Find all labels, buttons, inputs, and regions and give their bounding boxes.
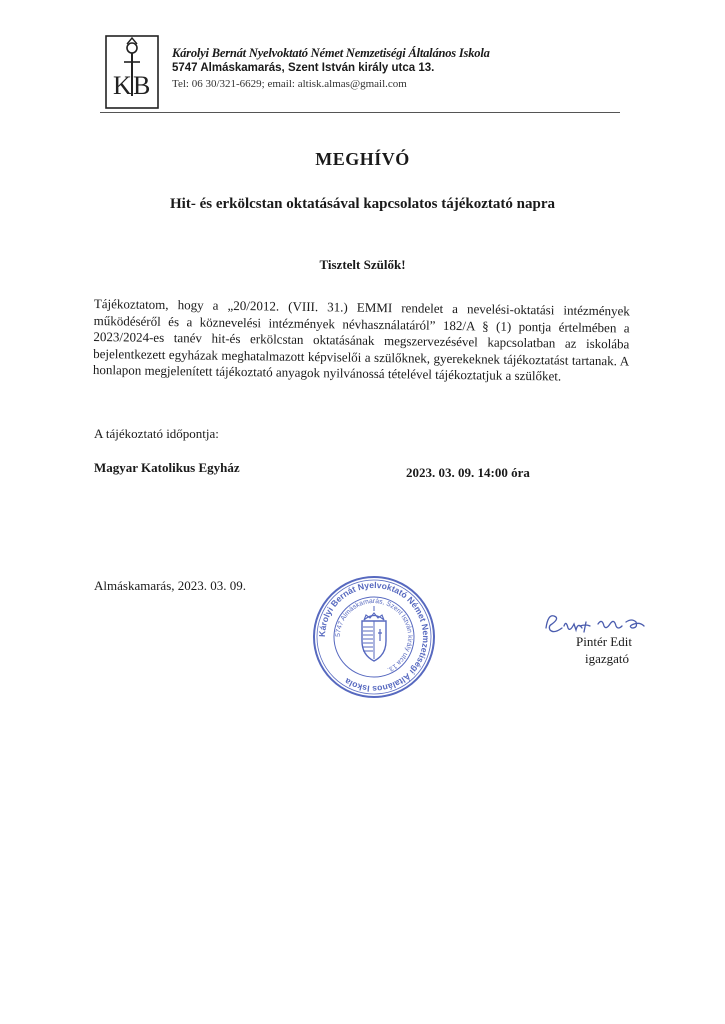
header-divider [100,112,620,113]
schedule-church: Magyar Katolikus Egyház [94,460,240,475]
svg-text:5747 Almáskamarás, Szent Istvá: 5747 Almáskamarás, Szent István király utca 13. [334,597,414,674]
schedule-intro: A tájékoztató időpontja: [94,426,219,441]
body-paragraph: Tájékoztatom, hogy a „20/2012. (VIII. 31.) EMMI rendelet a nevelési-oktatási intézmények működéséről és a köznevelési intézmények névhasználatáról” 182/A § (1) pontja értelmében a 2023/2024-es tanév hit-és erkölcstan oktatásának megszervezésével kapcsolatban az iskolába bejelentkezett egyházak meghatalmazott képviselői a szülőknek, gyerekeknek tájékoztatást tartanak. A honlapon megjelenített tájékoztató anyagok nyilvánossá tételével tájékoztatjuk a szülőket. [92,296,630,384]
signer-name: Pintér Edit [576,634,632,649]
svg-text:B: B [133,71,151,100]
place-and-date: Almáskamarás, 2023. 03. 09. [94,578,247,593]
svg-text:Károlyi Bernát Nyelvoktató Ném: Károlyi Bernát Nyelvoktató Német Nemzetiségi Általános Iskola [316,579,432,695]
svg-text:K: K [113,71,132,100]
document-title: MEGHÍVÓ [315,149,410,169]
official-stamp [312,575,436,699]
school-contact: Tel: 06 30/321-6629; email: altisk.almas@gmail.com [172,78,407,90]
school-name: Károlyi Bernát Nyelvoktató Német Nemzetiségi Általános Iskola [172,46,490,60]
salutation: Tisztelt Szülők! [319,257,406,272]
school-address: 5747 Almáskamarás, Szent István király utca 13. [172,62,435,74]
signer-title: igazgató [585,651,630,666]
document-subtitle: Hit- és erkölcstan oktatásával kapcsolatos tájékoztató napra [170,196,555,212]
school-logo-icon [104,34,160,110]
schedule-datetime: 2023. 03. 09. 14:00 óra [406,465,530,480]
